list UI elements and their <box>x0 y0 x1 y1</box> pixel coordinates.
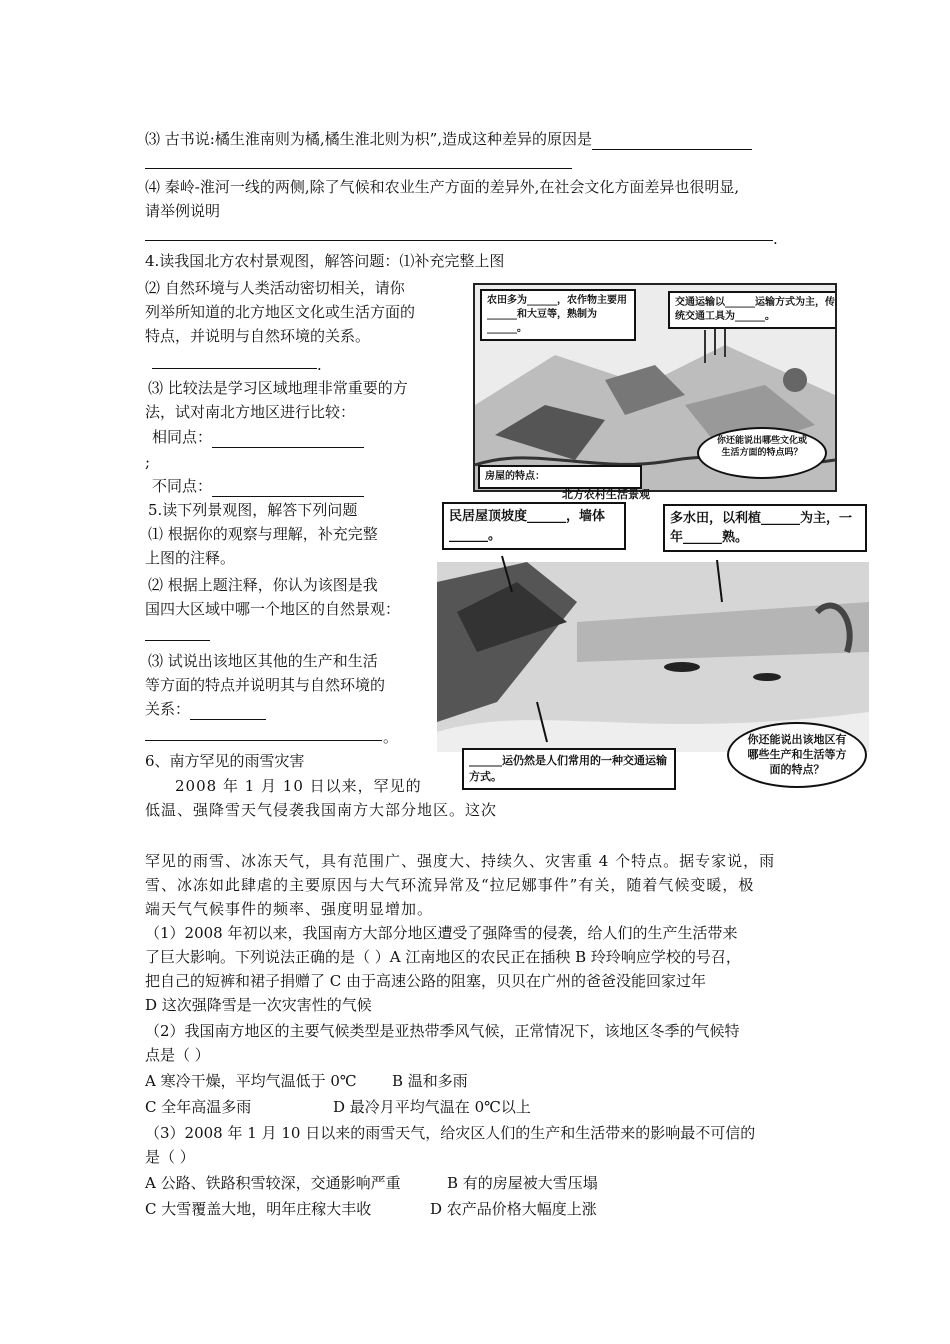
answer-blank[interactable] <box>592 133 752 150</box>
q6-intro1: 2008 年 1 月 10 日以来，罕见的 <box>175 777 422 795</box>
note-paddy: 多水田，以利植______为主，一年______熟。 <box>663 504 867 552</box>
q6-intro2: 低温、强降雪天气侵袭我国南方大部分地区。这次 <box>145 801 498 819</box>
answer-blank[interactable] <box>145 240 773 241</box>
speech-bubble: 你还能说出哪些文化或生活方面的特点吗？ <box>697 427 827 479</box>
q5-p1b: 上图的注释。 <box>145 549 236 567</box>
q6-s1c: 把自己的短裤和裙子捐赠了 C 由于高速公路的阻塞，贝贝在广州的爸爸没能回家过年 <box>145 972 707 990</box>
northern-village-illustration <box>473 283 837 492</box>
q6-s2-option-d[interactable]: D 最冷月平均气温在 0℃以上 <box>333 1098 531 1116</box>
q4-p2c: 特点，并说明与自然环境的关系。 <box>145 327 371 345</box>
q6-s2a: （2）我国南方地区的主要气候类型是亚热带季风气候，正常情况下，该地区冬季的气候特 <box>145 1022 740 1040</box>
q6-para1: 罕见的雨雪、冰冻天气，具有范围广、强度大、持续久、灾害重 4 个特点。据专家说，雨 <box>145 852 776 870</box>
southern-landscape-illustration <box>437 502 869 790</box>
speech-bubble: 你还能说出该地区有哪些生产和生活等方面的特点？ <box>727 722 867 788</box>
q3-line1 <box>145 128 752 150</box>
q6-s1a: （1）2008 年初以来，我国南方大部分地区遭受了强降雪的侵袭，给人们的生产生活带来 <box>145 924 738 942</box>
q6-s3b: 是（ ） <box>145 1148 195 1166</box>
q6-para2: 雪、冰冻如此肆虐的主要原因与大气环流异常及“拉尼娜事件”有关，随着气候变暖，极 <box>145 876 755 894</box>
answer-blank[interactable] <box>190 703 266 720</box>
q5-p3-end: 。 <box>383 728 399 746</box>
q3-line4a: ⑷ 秦岭-淮河一线的两侧,除了气候和农业生产方面的差异外,在社会文化方面差异也很明显, <box>145 178 740 196</box>
q5-p2a: ⑵ 根据上题注释，你认为该图是我 <box>148 576 378 594</box>
q6-s3-option-a[interactable]: A 公路、铁路积雪较深，交通影响严重 <box>145 1174 401 1192</box>
q6-para3: 端天气气候事件的频率、强度明显增加。 <box>145 900 434 918</box>
q4-diff-label: 不同点： <box>152 477 213 495</box>
note-farmland: 农田多为______，农作物主要用______和大豆等，熟制为______。 <box>480 289 636 341</box>
note-roof: 民居屋顶坡度______，墙体______。 <box>442 502 626 550</box>
q6-s3a: （3）2008 年 1 月 10 日以来的雨雪天气，给灾区人们的生产和生活带来的影响最不可信的 <box>145 1124 756 1142</box>
q5-p3b: 等方面的特点并说明其与自然环境的 <box>145 676 386 694</box>
q4-p3a: ⑶ 比较法是学习区域地理非常重要的方 <box>148 379 408 397</box>
q5-p2b: 国四大区域中哪一个地区的自然景观： <box>145 600 401 618</box>
q4-p3b: 法，试对南北方地区进行比较： <box>145 403 356 421</box>
q5-p3a: ⑶ 试说出该地区其他的生产和生活 <box>148 652 378 670</box>
q4-title: 4.读我国北方农村景观图，解答问题：⑴补充完整上图 <box>145 252 505 270</box>
image-caption: 北方农村生活景观 <box>562 488 650 501</box>
q3-line4b: 请举例说明 <box>145 202 221 220</box>
q4-p2a: ⑵ 自然环境与人类活动密切相关，请你 <box>145 279 405 297</box>
answer-blank[interactable] <box>212 480 364 497</box>
q4-semicolon: ; <box>145 453 151 471</box>
note-house: 房屋的特点： <box>478 465 642 489</box>
answer-blank[interactable] <box>152 368 317 369</box>
q6-s3-option-d[interactable]: D 农产品价格大幅度上涨 <box>430 1200 597 1218</box>
q6-s2-option-b[interactable]: B 温和多雨 <box>392 1072 468 1090</box>
q6-s1b: 了巨大影响。下列说法正确的是（ ）A 江南地区的农民正在插秧 B 玲玲响应学校的号召， <box>145 948 741 966</box>
answer-blank[interactable] <box>145 740 382 741</box>
q4-diff <box>152 475 364 497</box>
q4-p2-end: . <box>317 356 322 374</box>
note-water-transport: ______运仍然是人们常用的一种交通运输方式。 <box>462 748 676 790</box>
q4-p2b: 列举所知道的北方地区文化或生活方面的 <box>145 303 416 321</box>
q6-s3-option-b[interactable]: B 有的房屋被大雪压塌 <box>447 1174 598 1192</box>
q5-p3c-label: 关系： <box>145 700 191 718</box>
note-transport: 交通运输以______运输方式为主，传统交通工具为______。 <box>668 291 837 329</box>
q4-same <box>152 426 364 448</box>
q3-period: . <box>773 230 778 248</box>
answer-blank[interactable] <box>212 431 364 448</box>
answer-blank[interactable] <box>145 168 572 169</box>
q6-title: 6、南方罕见的雨雪灾害 <box>145 752 305 770</box>
q5-p3c <box>145 698 266 720</box>
q6-s3-option-c[interactable]: C 大雪覆盖大地，明年庄稼大丰收 <box>145 1200 372 1218</box>
q6-s2b: 点是（ ） <box>145 1046 210 1064</box>
q6-s2-option-c[interactable]: C 全年高温多雨 <box>145 1098 252 1116</box>
q4-same-label: 相同点： <box>152 428 213 446</box>
q5-title: 5.读下列景观图，解答下列问题 <box>148 501 358 519</box>
q3-line1-text: ⑶ 古书说:橘生淮南则为橘,橘生淮北则为枳”,造成这种差异的原因是 <box>145 130 593 148</box>
q6-s1d: D 这次强降雪是一次灾害性的气候 <box>145 996 372 1014</box>
answer-blank[interactable] <box>145 640 210 641</box>
q5-p1a: ⑴ 根据你的观察与理解，补充完整 <box>148 525 378 543</box>
q6-s2-option-a[interactable]: A 寒冷干燥，平均气温低于 0℃ <box>145 1072 357 1090</box>
